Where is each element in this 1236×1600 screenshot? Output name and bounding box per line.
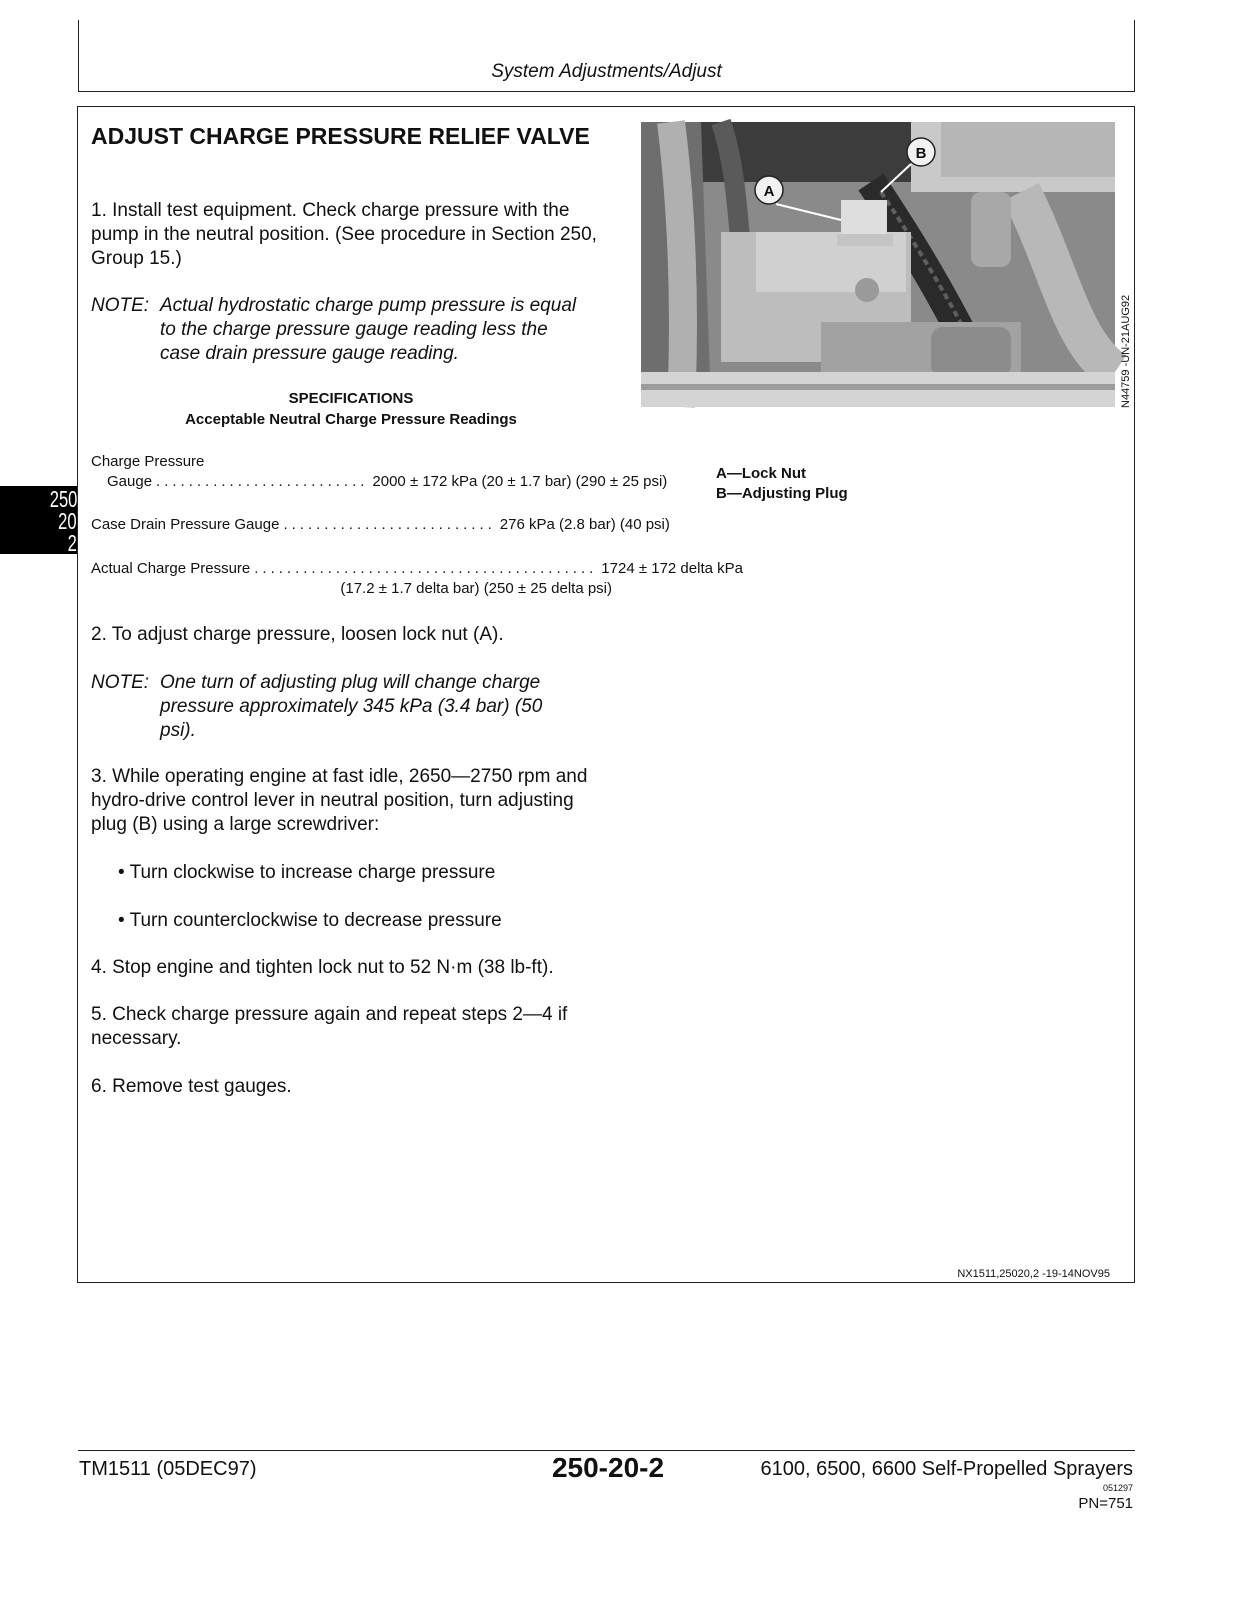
footer-title: 6100, 6500, 6600 Self-Propelled Sprayers [760,1458,1133,1480]
note-2 [91,671,616,743]
callout-b: B [915,145,927,162]
tab-section-number: 250 [49,486,77,512]
caption-a: A—Lock Nut [716,465,806,482]
footer-manual-id: TM1511 (05DEC97) [79,1458,257,1480]
leader-dots: .......................... [283,516,496,533]
spec-label-line: Charge Pressure [91,453,205,470]
valve-photo [641,122,1115,407]
photo-id-label [1112,244,1140,409]
leader-dots: .......................................... [254,560,598,577]
note-label: NOTE: [91,295,150,316]
note-line: case drain pressure gauge reading. [160,343,459,364]
note-label: NOTE: [91,672,150,693]
header-bottom-rule [78,91,1135,92]
caption-b: B—Adjusting Plug [716,485,848,502]
step-1: 1. Install test equipment. Check charge pressure with the pump in the neutral position. (See procedure in Section 250, Group 15.) [91,200,597,269]
note-1 [91,294,616,366]
footer-page-number: 250-20-2 [551,1452,665,1483]
spec-row-actual-charge [91,559,743,599]
section-heading: ADJUST CHARGE PRESSURE RELIEF VALVE [91,123,590,149]
bullet-item: • Turn clockwise to increase charge pressure [118,862,496,883]
spec-row-case-drain [91,515,670,535]
spec-label: Case Drain Pressure Gauge [91,516,280,533]
note-line: to the charge pressure gauge reading less the [160,319,548,340]
callout-a: A [763,183,775,200]
step-2: 2. To adjust charge pressure, loosen lock nut (A). [91,624,504,645]
step-4: 4. Stop engine and tighten lock nut to 52 N·m (38 lb-ft). [91,957,554,978]
spec-value-line: (17.2 ± 1.7 delta bar) (250 ± 25 delta psi) [340,580,612,597]
specifications-title [91,388,611,430]
spec-label: Gauge [107,473,153,490]
reference-code: NX1511,25020,2 -19-14NOV95 [957,1268,1110,1280]
step-3: 3. While operating engine at fast idle, 2650—2750 rpm and hydro-drive control lever in neutral position, turn adjusting plug (B) using a large screwdriver: [91,766,588,835]
note-line: One turn of adjusting plug will change charge [160,672,541,693]
step-6: 6. Remove test gauges. [91,1076,292,1097]
spec-value: 2000 ± 172 kPa (20 ± 1.7 bar) (290 ± 25 psi) [372,473,668,490]
note-line: psi). [160,720,196,741]
spec-value: 276 kPa (2.8 bar) (40 psi) [499,516,670,533]
valve-photo-art [641,122,1115,407]
footer-pn: PN=751 [1078,1495,1133,1512]
spec-value: 1724 ± 172 delta kPa [601,560,743,577]
tab-group-number: 20 [58,508,77,534]
footer-rule [78,1450,1135,1451]
specifications-heading: SPECIFICATIONS [288,390,414,407]
tab-page-number: 2 [67,530,77,556]
note-line: Actual hydrostatic charge pump pressure is equal [160,295,577,316]
spec-label: Actual Charge Pressure [91,560,251,577]
spec-row-charge-pressure [91,452,668,492]
running-header: System Adjustments/Adjust [491,61,722,82]
section-tab [0,486,77,554]
leader-dots: .......................... [156,473,369,490]
bullet-item: • Turn counterclockwise to decrease pressure [118,910,502,931]
photo-id-text: N44759 -UN-21AUG92 [1120,294,1132,408]
footer-date-code: 051297 [1102,1483,1133,1493]
specifications-subtitle: Acceptable Neutral Charge Pressure Readings [185,411,517,428]
step-5: 5. Check charge pressure again and repeat steps 2—4 if necessary. [91,1004,568,1049]
note-line: pressure approximately 345 kPa (3.4 bar) (50 [160,696,543,717]
